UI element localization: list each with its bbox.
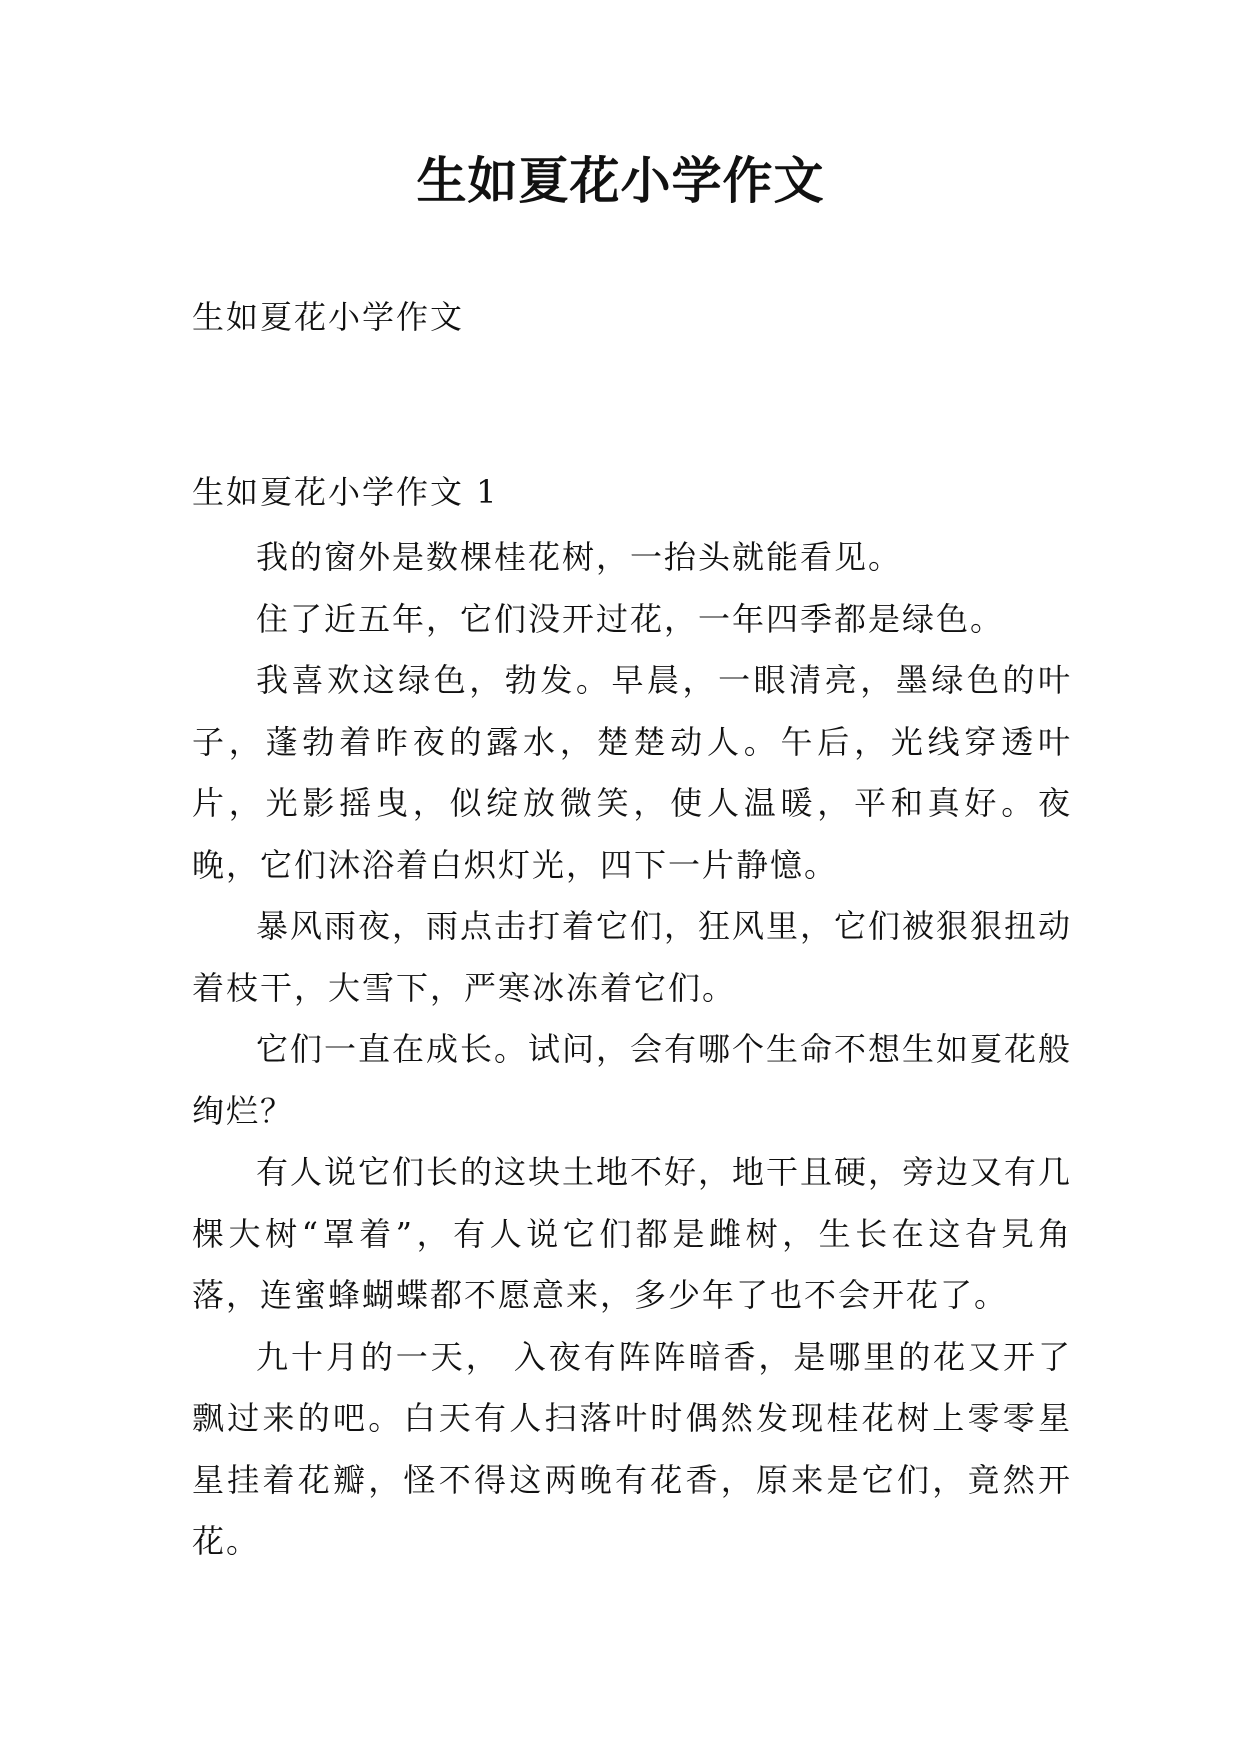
paragraph: 我喜欢这绿色，勃发。早晨，一眼清亮，墨绿色的叶子，蓬勃着昨夜的露水，楚楚动人。午后，光线穿透叶片，光影摇曳，似绽放微笑，使人温暖，平和真好。夜晚，它们沐浴着白炽灯光，四下一片静憶。 [192, 661, 1072, 884]
paragraph: 住了近五年，它们没开过花，一年四季都是绿色。 [256, 599, 1005, 638]
paragraph: 暴风雨夜，雨点击打着它们，狂风里，它们被狠狠扭动着枝干，大雪下，严寒冰冻着它们。 [192, 907, 1073, 1007]
section-heading: 生如夏花小学作文 1 [192, 473, 499, 511]
document-subtitle: 生如夏花小学作文 [192, 298, 465, 336]
paragraph: 有人说它们长的这块土地不好，地干且硬，旁边又有几棵大树“罩着”，有人说它们都是雌树，生长在这旮旯角落，连蜜蜂蝴蝶都不愿意来，多少年了也不会开花了。 [192, 1153, 1073, 1314]
document-body [192, 527, 1072, 1573]
paragraph: 我的窗外是数棵桂花树，一抬头就能看见。 [256, 538, 903, 576]
document-title: 生如夏花小学作文 [416, 151, 825, 210]
paragraph: 它们一直在成长。试问，会有哪个生命不想生如夏花般绚烂？ [192, 1030, 1073, 1130]
paragraph: 九十月的一天， 入夜有阵阵暗香，是哪里的花又开了飘过来的吧。白天有人扫落叶时偶然发现桂花树上零零星星挂着花瓣，怪不得这两晚有花香，原来是它们，竟然开花。 [192, 1337, 1072, 1560]
